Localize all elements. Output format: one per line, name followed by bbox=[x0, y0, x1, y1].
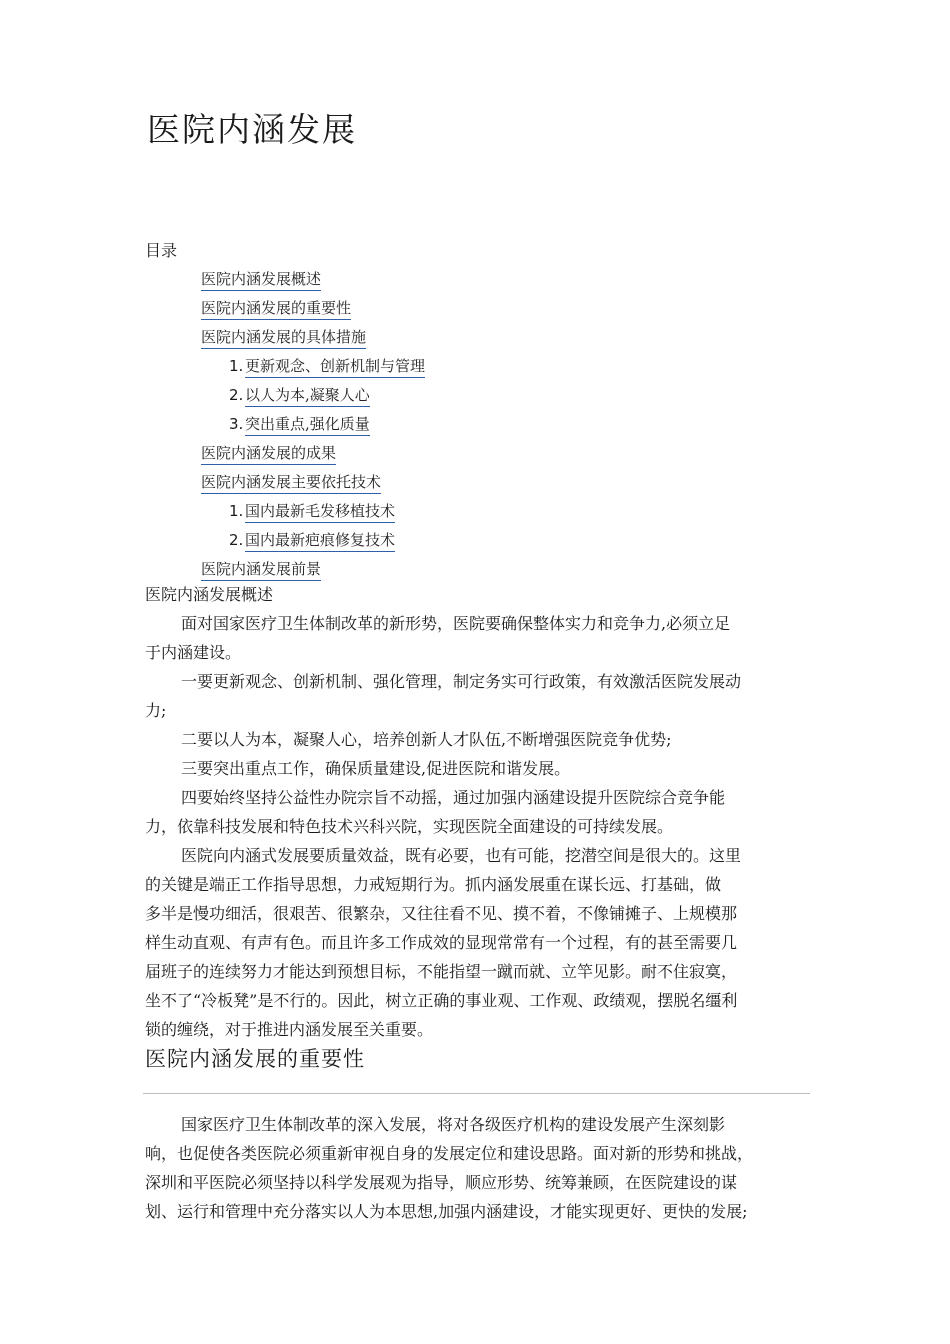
toc-link-results[interactable]: 医院内涵发展的成果 bbox=[201, 442, 336, 465]
paragraph-line: 医院向内涵式发展要质量效益，既有必要，也有可能，挖潜空间是很大的。这里 bbox=[181, 846, 742, 865]
paragraph-line: 三要突出重点工作，确保质量建设,促进医院和谐发展。 bbox=[181, 759, 571, 778]
paragraph-line: 国家医疗卫生体制改革的深入发展，将对各级医疗机构的建设发展产生深刻影 bbox=[181, 1115, 726, 1134]
document-title: 医院内涵发展 bbox=[147, 110, 357, 149]
paragraph-line: 力; bbox=[145, 701, 167, 720]
toc-link-tech-1[interactable]: 国内最新毛发移植技术 bbox=[245, 500, 395, 523]
toc-link-prospects[interactable]: 医院内涵发展前景 bbox=[201, 558, 321, 581]
paragraph-line: 坐不了“冷板凳”是不行的。因此，树立正确的事业观、工作观、政绩观，摆脱名缰利 bbox=[145, 991, 738, 1010]
toc-link-measure-1[interactable]: 更新观念、创新机制与管理 bbox=[245, 355, 425, 378]
paragraph-line: 面对国家医疗卫生体制改革的新形势，医院要确保整体实力和竞争力,必须立足 bbox=[181, 614, 731, 633]
toc-link-overview[interactable]: 医院内涵发展概述 bbox=[201, 268, 321, 291]
section-heading-importance: 医院内涵发展的重要性 bbox=[145, 1047, 365, 1071]
paragraph-line: 四要始终坚持公益性办院宗旨不动摇，通过加强内涵建设提升医院综合竞争能 bbox=[181, 788, 726, 807]
toc-link-measure-3[interactable]: 突出重点,强化质量 bbox=[245, 413, 370, 436]
toc-link-tech-2[interactable]: 国内最新疤痕修复技术 bbox=[245, 529, 395, 552]
section-divider bbox=[143, 1093, 810, 1094]
paragraph-line: 一要更新观念、创新机制、强化管理，制定务实可行政策，有效激活医院发展动 bbox=[181, 672, 742, 691]
paragraph-line: 划、运行和管理中充分落实以人为本思想,加强内涵建设，才能实现更好、更快的发展; bbox=[145, 1202, 748, 1221]
paragraph-line: 二要以人为本，凝聚人心，培养创新人才队伍,不断增强医院竞争优势; bbox=[181, 730, 672, 749]
paragraph-line: 样生动直观、有声有色。而且许多工作成效的显现常常有一个过程，有的甚至需要几 bbox=[145, 933, 738, 952]
toc-number: 3. bbox=[229, 415, 244, 433]
toc-link-importance[interactable]: 医院内涵发展的重要性 bbox=[201, 297, 351, 320]
section-body-importance bbox=[145, 1110, 811, 1226]
toc-link-technology[interactable]: 医院内涵发展主要依托技术 bbox=[201, 471, 381, 494]
paragraph-line: 的关键是端正工作指导思想，力戒短期行为。抓内涵发展重在谋长远、打基础，做 bbox=[145, 875, 722, 894]
toc-number: 1. bbox=[229, 502, 244, 520]
toc-number: 2. bbox=[229, 531, 244, 549]
toc-link-measures[interactable]: 医院内涵发展的具体措施 bbox=[201, 326, 366, 349]
paragraph-line: 多半是慢功细活，很艰苦、很繁杂，又往往看不见、摸不着，不像铺摊子、上规模那 bbox=[145, 904, 738, 923]
toc-number: 2. bbox=[229, 386, 244, 404]
paragraph-line: 届班子的连续努力才能达到预想目标，不能指望一蹴而就、立竿见影。耐不住寂寞， bbox=[145, 962, 738, 981]
paragraph-line: 力，依靠科技发展和特色技术兴科兴院，实现医院全面建设的可持续发展。 bbox=[145, 817, 674, 836]
paragraph-line: 深圳和平医院必须坚持以科学发展观为指导，顺应形势、统筹兼顾，在医院建设的谋 bbox=[145, 1173, 738, 1192]
paragraph-line: 锁的缠绕，对于推进内涵发展至关重要。 bbox=[145, 1020, 434, 1039]
paragraph-line: 响，也促使各类医院必须重新审视自身的发展定位和建设思路。面对新的形势和挑战， bbox=[145, 1144, 754, 1163]
section-body-overview bbox=[145, 609, 811, 1044]
paragraph-line: 于内涵建设。 bbox=[145, 643, 242, 662]
toc-number: 1. bbox=[229, 357, 244, 375]
toc-heading: 目录 bbox=[145, 241, 178, 260]
section-heading-overview: 医院内涵发展概述 bbox=[145, 585, 274, 604]
toc-link-measure-2[interactable]: 以人为本,凝聚人心 bbox=[245, 384, 370, 407]
